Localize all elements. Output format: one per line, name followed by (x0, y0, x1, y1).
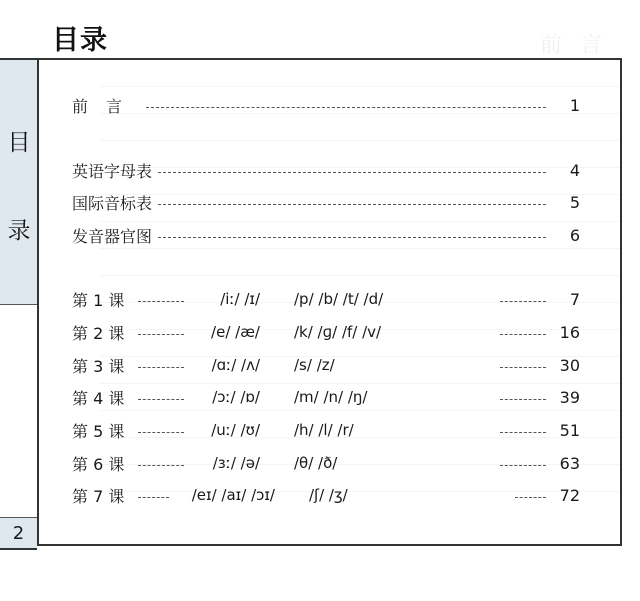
lesson-vowels: /ɑː/ /ʌ/ (211, 356, 260, 374)
toc-entry-page: 51 (559, 420, 580, 440)
side-tab-char-1: 目 (7, 130, 31, 156)
toc-entry-page: 5 (569, 192, 580, 212)
toc-entry-page: 7 (569, 289, 580, 309)
toc-entry-page: 30 (559, 355, 580, 375)
dotted-leader (138, 399, 184, 400)
side-panel (0, 58, 37, 550)
toc-entry-title: 国际音标表 (72, 193, 153, 213)
toc-entry-lesson-6[interactable] (72, 450, 580, 476)
toc-entry-page: 63 (559, 453, 580, 473)
lesson-title: 第 4 课 (72, 388, 125, 408)
toc-entry-title: 发音器官图 (72, 226, 153, 246)
toc-entry-page: 72 (559, 485, 580, 505)
toc-entry-page: 6 (569, 225, 580, 245)
lesson-consonants: /s/ /z/ (294, 356, 335, 374)
toc-entry-lesson-4[interactable] (72, 384, 580, 410)
toc-entry-title: 前言 (72, 96, 141, 116)
toc-entry-page: 4 (569, 160, 580, 180)
page-title: 目录 (52, 25, 108, 56)
lesson-vowels: /ɔː/ /ɒ/ (212, 388, 260, 406)
lesson-consonants: /h/ /l/ /r/ (294, 421, 354, 439)
toc-entry-lesson-7[interactable] (72, 482, 580, 508)
toc-entry-page: 16 (559, 322, 580, 342)
dotted-leader (138, 497, 169, 498)
toc-entry-page: 1 (569, 95, 580, 115)
side-tab-char-2: 录 (7, 218, 31, 244)
lesson-vowels: /iː/ /ɪ/ (220, 290, 260, 308)
lesson-title: 第 2 课 (72, 323, 125, 343)
dotted-leader (500, 432, 546, 433)
toc-entry-ipa-chart[interactable] (72, 189, 580, 215)
toc-entry-preface[interactable] (72, 92, 580, 118)
dotted-leader (515, 497, 546, 498)
lesson-title: 第 3 课 (72, 356, 125, 376)
side-tab (0, 60, 37, 305)
lesson-consonants: /k/ /ɡ/ /f/ /v/ (294, 323, 382, 341)
lesson-vowels: /ɜː/ /ə/ (212, 454, 260, 472)
dotted-leader (500, 334, 546, 335)
toc-entry-lesson-2[interactable] (72, 319, 580, 345)
bleed-through-heading: 前言 (540, 33, 621, 58)
lesson-consonants: /ʃ/ /ʒ/ (309, 486, 348, 504)
lesson-vowels: /e/ /æ/ (211, 323, 260, 341)
lesson-title: 第 5 课 (72, 421, 125, 441)
dotted-leader (138, 367, 184, 368)
toc-entry-alphabet[interactable] (72, 157, 580, 183)
dotted-leader (138, 301, 184, 302)
toc-entry-lesson-1[interactable] (72, 286, 580, 312)
lesson-title: 第 7 课 (72, 486, 125, 506)
toc-entry-speech-organs[interactable] (72, 222, 580, 248)
dotted-leader (158, 172, 546, 173)
dotted-leader (158, 204, 546, 205)
dotted-leader (500, 399, 546, 400)
toc-entry-lesson-3[interactable] (72, 352, 580, 378)
dotted-leader (500, 465, 546, 466)
lesson-title: 第 1 课 (72, 290, 125, 310)
dotted-leader (158, 237, 546, 238)
lesson-title: 第 6 课 (72, 454, 125, 474)
lesson-consonants: /p/ /b/ /t/ /d/ (294, 290, 384, 308)
page-number: 2 (0, 517, 37, 548)
dotted-leader (500, 301, 546, 302)
lesson-vowels: /uː/ /ʊ/ (211, 421, 260, 439)
dotted-leader (500, 367, 546, 368)
lesson-consonants: /θ/ /ð/ (294, 454, 338, 472)
dotted-leader (138, 334, 184, 335)
toc-entry-lesson-5[interactable] (72, 417, 580, 443)
lesson-consonants: /m/ /n/ /ŋ/ (294, 388, 368, 406)
toc-entry-page: 39 (559, 387, 580, 407)
dotted-leader (138, 465, 184, 466)
toc-entry-title: 英语字母表 (72, 161, 153, 181)
lesson-vowels: /eɪ/ /aɪ/ /ɔɪ/ (191, 486, 275, 504)
dotted-leader (138, 432, 184, 433)
dotted-leader (146, 107, 546, 108)
